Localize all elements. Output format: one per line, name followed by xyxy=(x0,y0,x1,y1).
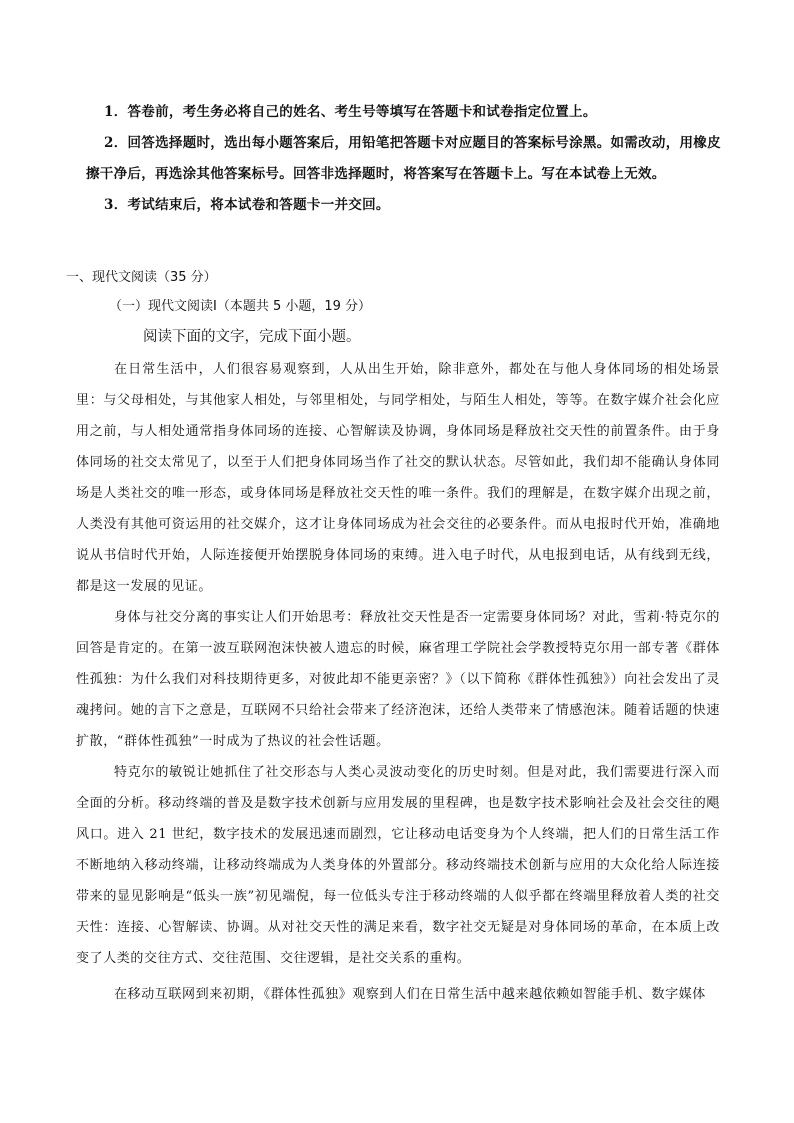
passage-paragraph-3: 特克尔的敏锐让她抓住了社交形态与人类心灵波动变化的历史时刻。但是对此，我们需要进行深入而全面的分析。移动终端的普及是数字技术创新与应用发展的里程碑，也是数字技术影响社会及社会交往的飓风口。进入 21 世纪，数字技术的发展迅速而剧烈，它让移动电话变身为个人终端，把人们的日常生活工作不断地纳入移动终端，让移动终端成为人类身体的外置部分。移动终端技术创新与应用的大众化给人际连接带来的显见影响是“低头一族”初见端倪，每一位低头专注于移动终端的人似乎都在终端里释放着人类的社交天性：连接、心智解读、协调。从对社交天性的满足来看，数字社交无疑是对身体同场的革命，在本质上改变了人类的交往方式、交往范围、交往逻辑，是社交关系的重构。 xyxy=(76,765,720,966)
notice-item-1: 1．答卷前，考生务必将自己的姓名、考生号等填写在答题卡和试卷指定位置上。 xyxy=(104,104,597,120)
notice-item-2: 2．回答选择题时，选出每小题答案后，用铅笔把答题卡对应题目的答案标号涂黑。如需改动，用橡皮擦干净后，再选涂其他答案标号。回答非选择题时，将答案写在答题卡上。写在本试卷上无效。 xyxy=(86,135,721,182)
passage-paragraph-4: 在移动互联网到来初期，《群体性孤独》观察到人们在日常生活中越来越依赖如智能手机、数字媒体 xyxy=(114,987,706,1002)
section-subtitle: （一）现代文阅读Ⅰ（本题共 5 小题，19 分） xyxy=(109,299,372,314)
passage-paragraph-2: 身体与社交分离的事实让人们开始思考：释放社交天性是否一定需要身体同场？对此，雪莉·特克尔的回答是肯定的。在第一波互联网泡沫快被人遗忘的时候，麻省理工学院社会学教授特克尔用一部专著《群体性孤独：为什么我们对科技期待更多，对彼此却不能更亲密？》（以下简称《群体性孤独》）向社会发出了灵魂拷问。她的言下之意是，互联网不只给社会带来了经济泡沫，还给人类带来了情感泡沫。随着话题的快速扩散，“群体性孤独”一时成为了热议的社会性话题。 xyxy=(76,610,720,749)
notice-item-3: 3．考试结束后，将本试卷和答题卡一并交回。 xyxy=(104,197,390,213)
section-title: 一、现代文阅读（35 分） xyxy=(66,270,217,285)
passage-paragraph-1: 在日常生活中，人们很容易观察到，人从出生开始，除非意外，都处在与他人身体同场的相处场景里：与父母相处，与其他家人相处，与邻里相处，与同学相处，与陌生人相处，等等。在数字媒介社会化应用之前，与人相处通常指身体同场的连接、心智解读及协调，身体同场是释放社交天性的前置条件。由于身体同场的社交太常见了，以至于人们把身体同场当作了社交的默认状态。尽管如此，我们却不能确认身体同场是人类社交的唯一形态，或身体同场是释放社交天性的唯一条件。我们的理解是，在数字媒介出现之前，人类没有其他可资运用的社交媒介，这才让身体同场成为社会交往的必要条件。而从电报时代开始，准确地说从书信时代开始，人际连接便开始摆脱身体同场的束缚。进入电子时代，从电报到电话，从有线到无线，都是这一发展的见证。 xyxy=(76,362,720,594)
reading-instruction: 阅读下面的文字，完成下面小题。 xyxy=(143,329,361,345)
